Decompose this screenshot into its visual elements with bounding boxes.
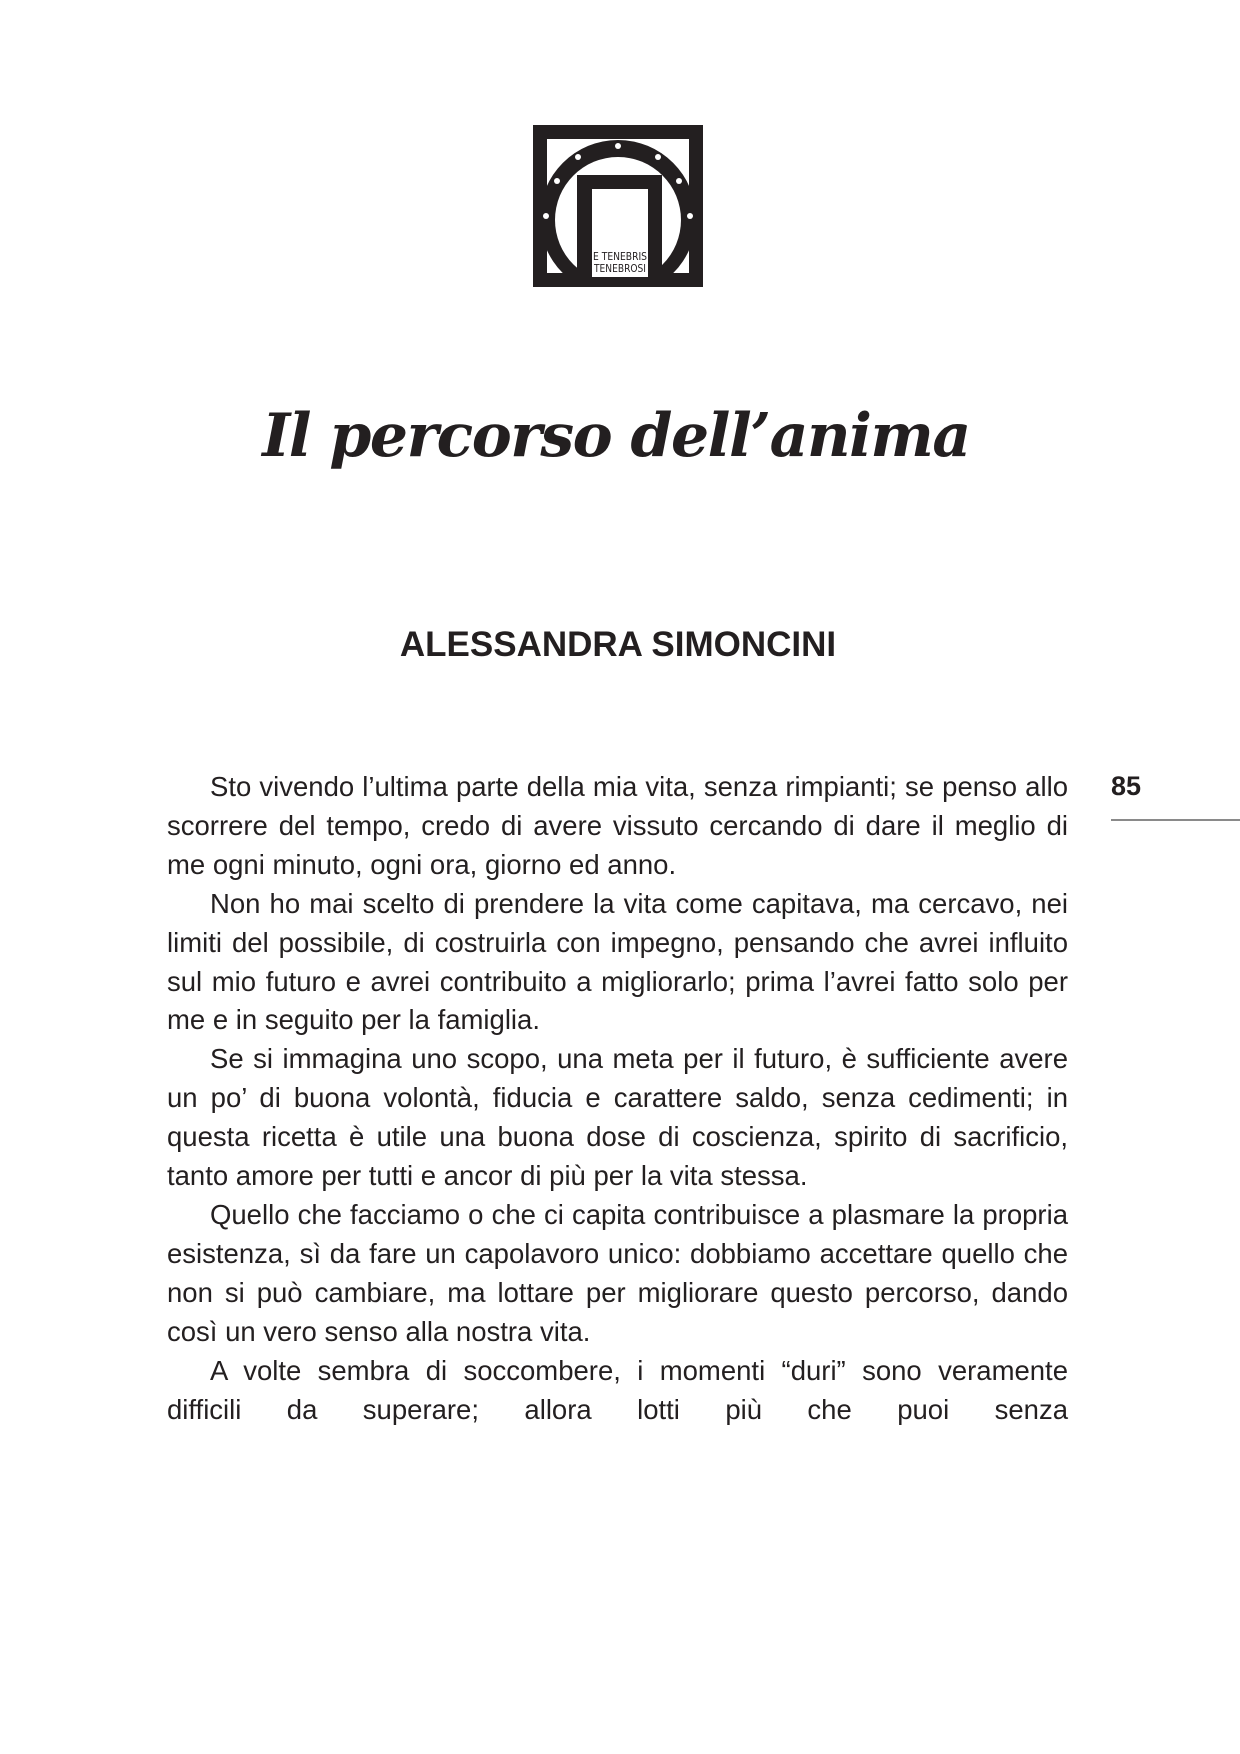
logo-text-line2: TENEBROSI — [593, 262, 646, 275]
paragraph: Se si immagina uno scopo, una meta per il futuro, è sufficiente avere un po’ di buona volontà, fiducia e carattere saldo, senza cedimenti; in questa ricetta è utile una buona dose di coscienza, spirito di sacrificio, tanto amore per tutti e ancor di più per la vita stessa. — [167, 1043, 1068, 1192]
paragraph: Sto vivendo l’ultima parte della mia vita, senza rimpianti; se penso allo scorrere del tempo, credo di avere vissuto cercando di dare il meglio di me ogni minuto, ogni ora, giorno ed anno. — [167, 771, 1068, 880]
page-title: Il percorso dell’anima — [262, 401, 970, 471]
paragraph: Non ho mai scelto di prendere la vita come capitava, ma cercavo, nei limiti del possibile, di costruirla con impegno, pensando che avrei influito sul mio futuro e avrei contribuito a migliorarlo; prima l’avrei fatto solo per me e in seguito per la famiglia. — [167, 887, 1068, 1036]
e-tenebris-tenebrosi-logo-icon — [533, 125, 703, 287]
paragraph: A volte sembra di soccombere, i momenti “duri” sono veramente difficili da superare; allora lotti più che puoi senza — [167, 1354, 1068, 1425]
logo-text-line1: E TENEBRIS — [593, 250, 647, 263]
page-number: 85 — [1111, 771, 1142, 801]
author-name: ALESSANDRA SIMONCINI — [399, 625, 837, 664]
page-number-rule — [1111, 819, 1240, 821]
paragraph: Quello che facciamo o che ci capita contribuisce a plasmare la propria esistenza, sì da fare un capolavoro unico: dobbiamo accettare quello che non si può cambiare, ma lottare per migliorare questo percorso, dando così un vero senso alla nostra vita. — [167, 1198, 1068, 1347]
body-text — [167, 768, 1068, 1429]
